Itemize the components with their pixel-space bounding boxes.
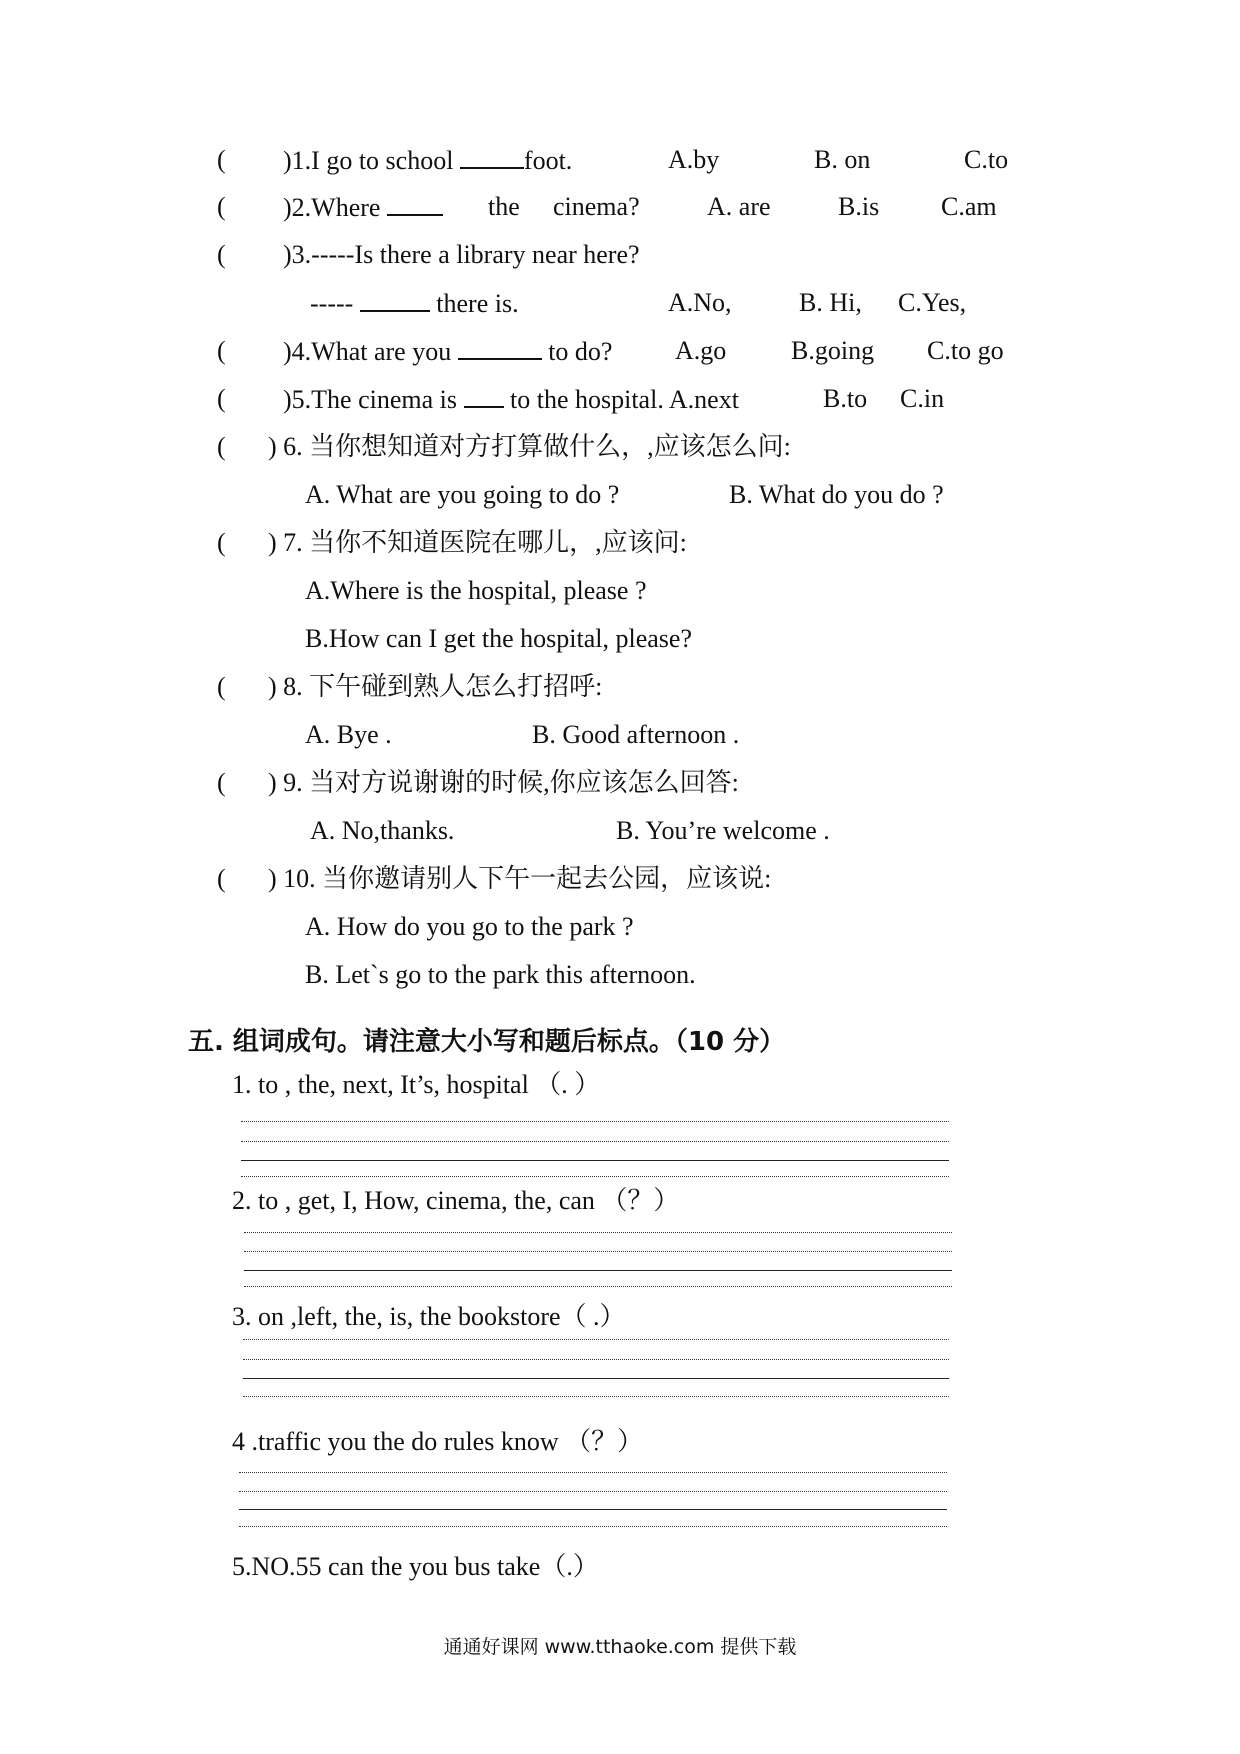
writing-line <box>239 1491 947 1492</box>
footer-source: 通通好课网 www.tthaoke.com 提供下载 <box>443 1636 797 1658</box>
writing-line <box>239 1472 947 1473</box>
writing-line <box>244 1251 952 1252</box>
sentence-item-5: 5.NO.55 can the you bus take（.） <box>232 1552 599 1581</box>
sentence-item-4: 4 .traffic you the do rules know （？） <box>232 1427 644 1456</box>
writing-line <box>243 1339 949 1340</box>
answer-blank[interactable] <box>458 336 542 360</box>
writing-line <box>241 1160 949 1161</box>
worksheet-page: ( )1.I go to school foot. A.by B. on C.to ( )2.Where the cinema? A. are B.is C.am ( )3.-----Is there a library near here? ----- there is. A.No, B. Hi, C.Yes, ( )4.What are you to do? A.go B.going C.to go ( )5.The cinema is to the hospital. A.next B.to C.in ( ) 6. 当你想知道对方打算做什么，,应该怎么问: A. What are you going to do ? B. What do you do ? ( ) 7. 当你不知道医院在哪儿，,应该问: A.Where is the hospital, please ? B.How can I get the hospital, please? ( ) 8. 下午碰到熟人怎么打招呼: A. Bye . B. Good afternoon . ( ) 9. 当对方说谢谢的时候,你应该怎么回答: A. No,thanks. B. You’re welcome . ( ) 10. 当你邀请别人下午一起去公园，应该说: A. How do you go to the park ? B. Let`s go to the park this afternoon. 五. 组词成句。请注意大小写和题后标点。（10 分） 1. to , the, next, It’s, hospital （. ） 2. to , get, I, How, cinema, the, can （？） 3. on ,left, the, is, the bookstore（ .） 4 .traffic you the do rules know （？） 5.NO.55 can the you bus take（.） 通通好课网 www.tthaoke.com 提供下载 <box>0 0 1240 1754</box>
answer-blank[interactable] <box>464 384 504 408</box>
writing-line <box>243 1378 949 1379</box>
writing-line <box>241 1121 949 1122</box>
answer-blank[interactable] <box>460 145 524 169</box>
writing-line <box>239 1526 947 1527</box>
writing-line <box>241 1176 949 1177</box>
writing-line <box>244 1286 952 1287</box>
answer-blank[interactable] <box>360 288 430 312</box>
sentence-item-2: 2. to , get, I, How, cinema, the, can （？） <box>232 1186 680 1215</box>
answer-blank[interactable] <box>387 192 443 216</box>
sentence-item-1: 1. to , the, next, It’s, hospital （. ） <box>232 1070 601 1099</box>
writing-line <box>243 1396 949 1397</box>
sentence-item-3: 3. on ,left, the, is, the bookstore（ .） <box>232 1302 626 1331</box>
writing-line <box>244 1232 952 1233</box>
writing-line <box>244 1270 952 1271</box>
section-5-title: 五. 组词成句。请注意大小写和题后标点。（10 分） <box>188 1027 786 1057</box>
writing-line <box>243 1359 949 1360</box>
writing-line <box>239 1509 947 1510</box>
writing-line <box>241 1141 949 1142</box>
